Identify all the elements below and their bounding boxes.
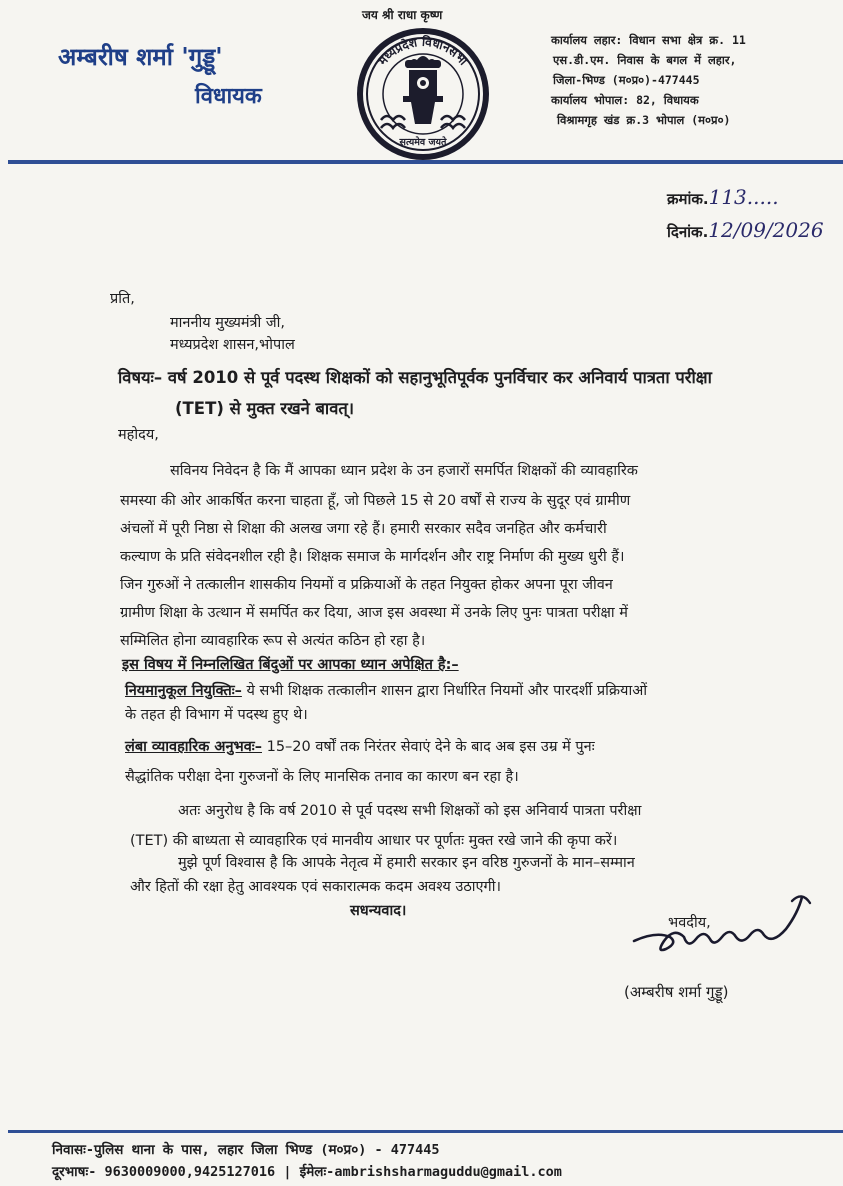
point-1-label: नियमानुकूल नियुक्तिः– xyxy=(125,683,242,699)
reference-value: 113..... xyxy=(708,185,779,209)
body-line: अंचलों में पूरी निष्ठा से शिक्षा की अलख जगा रहे हैं। हमारी सरकार सदैव जनहित और कर्मचारी xyxy=(120,521,607,537)
body-line: सविनय निवेदन है कि मैं आपका ध्यान प्रदेश के उन हजारों समर्पित शिक्षकों की व्यावहारिक xyxy=(170,463,638,479)
handwritten-signature-icon xyxy=(626,893,816,963)
phone-number[interactable]: 9630009000,9425127016 xyxy=(104,1164,276,1180)
body-line: सम्मिलित होना व्यावहारिक रूप से अत्यंत कठिन हो रहा है। xyxy=(120,633,426,649)
request-line: अतः अनुरोध है कि वर्ष 2010 से पूर्व पदस्थ सभी शिक्षकों को इस अनिवार्य पात्रता परीक्षा xyxy=(178,803,642,819)
letter-date xyxy=(667,218,824,242)
signatory-name: (अम्बरीष शर्मा गुड्डू) xyxy=(624,983,729,1001)
reference-label: क्रमांक. xyxy=(667,190,709,208)
body-line: जिन गुरुओं ने तत्कालीन शासकीय नियमों व प्रक्रियाओं के तहत नियुक्त होकर अपना पूरा जीवन xyxy=(120,577,613,593)
point-1-cont: के तहत ही विभाग में पदस्थ हुए थे। xyxy=(125,707,308,723)
email-address[interactable]: ambrishsharmaguddu@gmail.com xyxy=(334,1164,562,1180)
body-line: ग्रामीण शिक्षा के उत्थान में समर्पित कर दिया, आज इस अवस्था में उनके लिए पुनः पात्रता परीक्षा में xyxy=(120,605,628,621)
body-line: समस्या की ओर आकर्षित करना चाहता हूँ, जो पिछले 15 से 20 वर्षों से राज्य के सुदूर एवं ग्रामीण xyxy=(120,493,631,509)
salutation: महोदय, xyxy=(118,427,159,443)
phone-label: दूरभाषः- xyxy=(52,1164,97,1180)
point-2-text: 15–20 वर्षों तक निरंतर सेवाएं देने के बाद अब इस उम्र में पुनः xyxy=(262,739,595,755)
trust-line: और हितों की रक्षा हेतु आवश्यक एवं सकारात्मक कदम अवश्य उठाएगी। xyxy=(130,879,501,895)
point-2-label: लंबा व्यावहारिक अनुभवः– xyxy=(125,739,262,755)
request-line: (TET) की बाध्यता से व्यावहारिक एवं मानवीय आधार पर पूर्णतः मुक्त रखे जाने की कृपा करें। xyxy=(130,833,618,849)
contact-separator: | xyxy=(283,1164,292,1180)
addressee-line: माननीय मुख्यमंत्री जी, xyxy=(170,315,286,331)
addressee-line: मध्यप्रदेश शासन,भोपाल xyxy=(170,337,295,353)
point-2-cont: सैद्धांतिक परीक्षा देना गुरुजनों के लिए मानसिक तनाव का कारण बन रहा है। xyxy=(125,769,519,785)
footer-contact xyxy=(52,1162,562,1180)
office-line: जिला-भिण्ड (म०प्र०)-477445 xyxy=(553,73,700,87)
subject-line: विषयः– वर्ष 2010 से पूर्व पदस्थ शिक्षकों को सहानुभूतिपूर्वक पुनर्विचार कर अनिवार्य पात्रता परीक्षा xyxy=(118,368,712,387)
prati-label: प्रति, xyxy=(110,291,135,307)
header-divider xyxy=(8,160,843,164)
emblem-motto: सत्यमेव जयते xyxy=(399,137,447,148)
top-blessing: जय श्री राधा कृष्ण xyxy=(362,8,443,22)
emblem-ring-text: मध्यप्रदेश विधानसभा xyxy=(375,34,471,68)
footer-divider xyxy=(8,1130,843,1133)
reference-number xyxy=(667,185,779,209)
subject-line: (TET) से मुक्त रखने बावत्। xyxy=(175,399,355,418)
point-2 xyxy=(125,736,595,756)
mla-title: विधायक xyxy=(195,83,262,109)
email-label: ईमेलः- xyxy=(299,1164,335,1180)
mp-vidhansabha-emblem-icon xyxy=(353,24,493,164)
thanks: सधन्यवाद। xyxy=(350,903,407,919)
office-line: कार्यालय लहार: विधान सभा क्षेत्र क्र. 11 xyxy=(551,33,746,47)
office-line: विश्रामगृह खंड क्र.3 भोपाल (म०प्र०) xyxy=(557,113,731,127)
office-line: एस.डी.एम. निवास के बगल में लहार, xyxy=(553,53,737,67)
footer-address: निवासः-पुलिस थाना के पास, लहार जिला भिण्ड (म०प्र०) - 477445 xyxy=(52,1142,440,1158)
point-1 xyxy=(125,680,647,700)
date-label: दिनांक. xyxy=(667,223,709,241)
date-value: 12/09/2026 xyxy=(708,218,824,242)
mla-name: अम्बरीष शर्मा 'गुड्डू' xyxy=(58,42,223,71)
closing: भवदीय, xyxy=(668,915,711,931)
body-line: कल्याण के प्रति संवेदनशील रही है। शिक्षक समाज के मार्गदर्शन और राष्ट्र निर्माण की मुख्य धुरी हैं। xyxy=(120,549,625,565)
trust-line: मुझे पूर्ण विश्वास है कि आपके नेतृत्व में हमारी सरकार इन वरिष्ठ गुरुजनों के मान–सम्मान xyxy=(178,855,635,871)
office-line: कार्यालय भोपाल: 82, विधायक xyxy=(551,93,699,107)
points-heading: इस विषय में निम्नलिखित बिंदुओं पर आपका ध्यान अपेक्षित है:– xyxy=(122,657,459,673)
point-1-text: ये सभी शिक्षक तत्कालीन शासन द्वारा निर्धारित नियमों और पारदर्शी प्रक्रियाओं xyxy=(241,683,648,699)
office-address xyxy=(551,30,841,130)
